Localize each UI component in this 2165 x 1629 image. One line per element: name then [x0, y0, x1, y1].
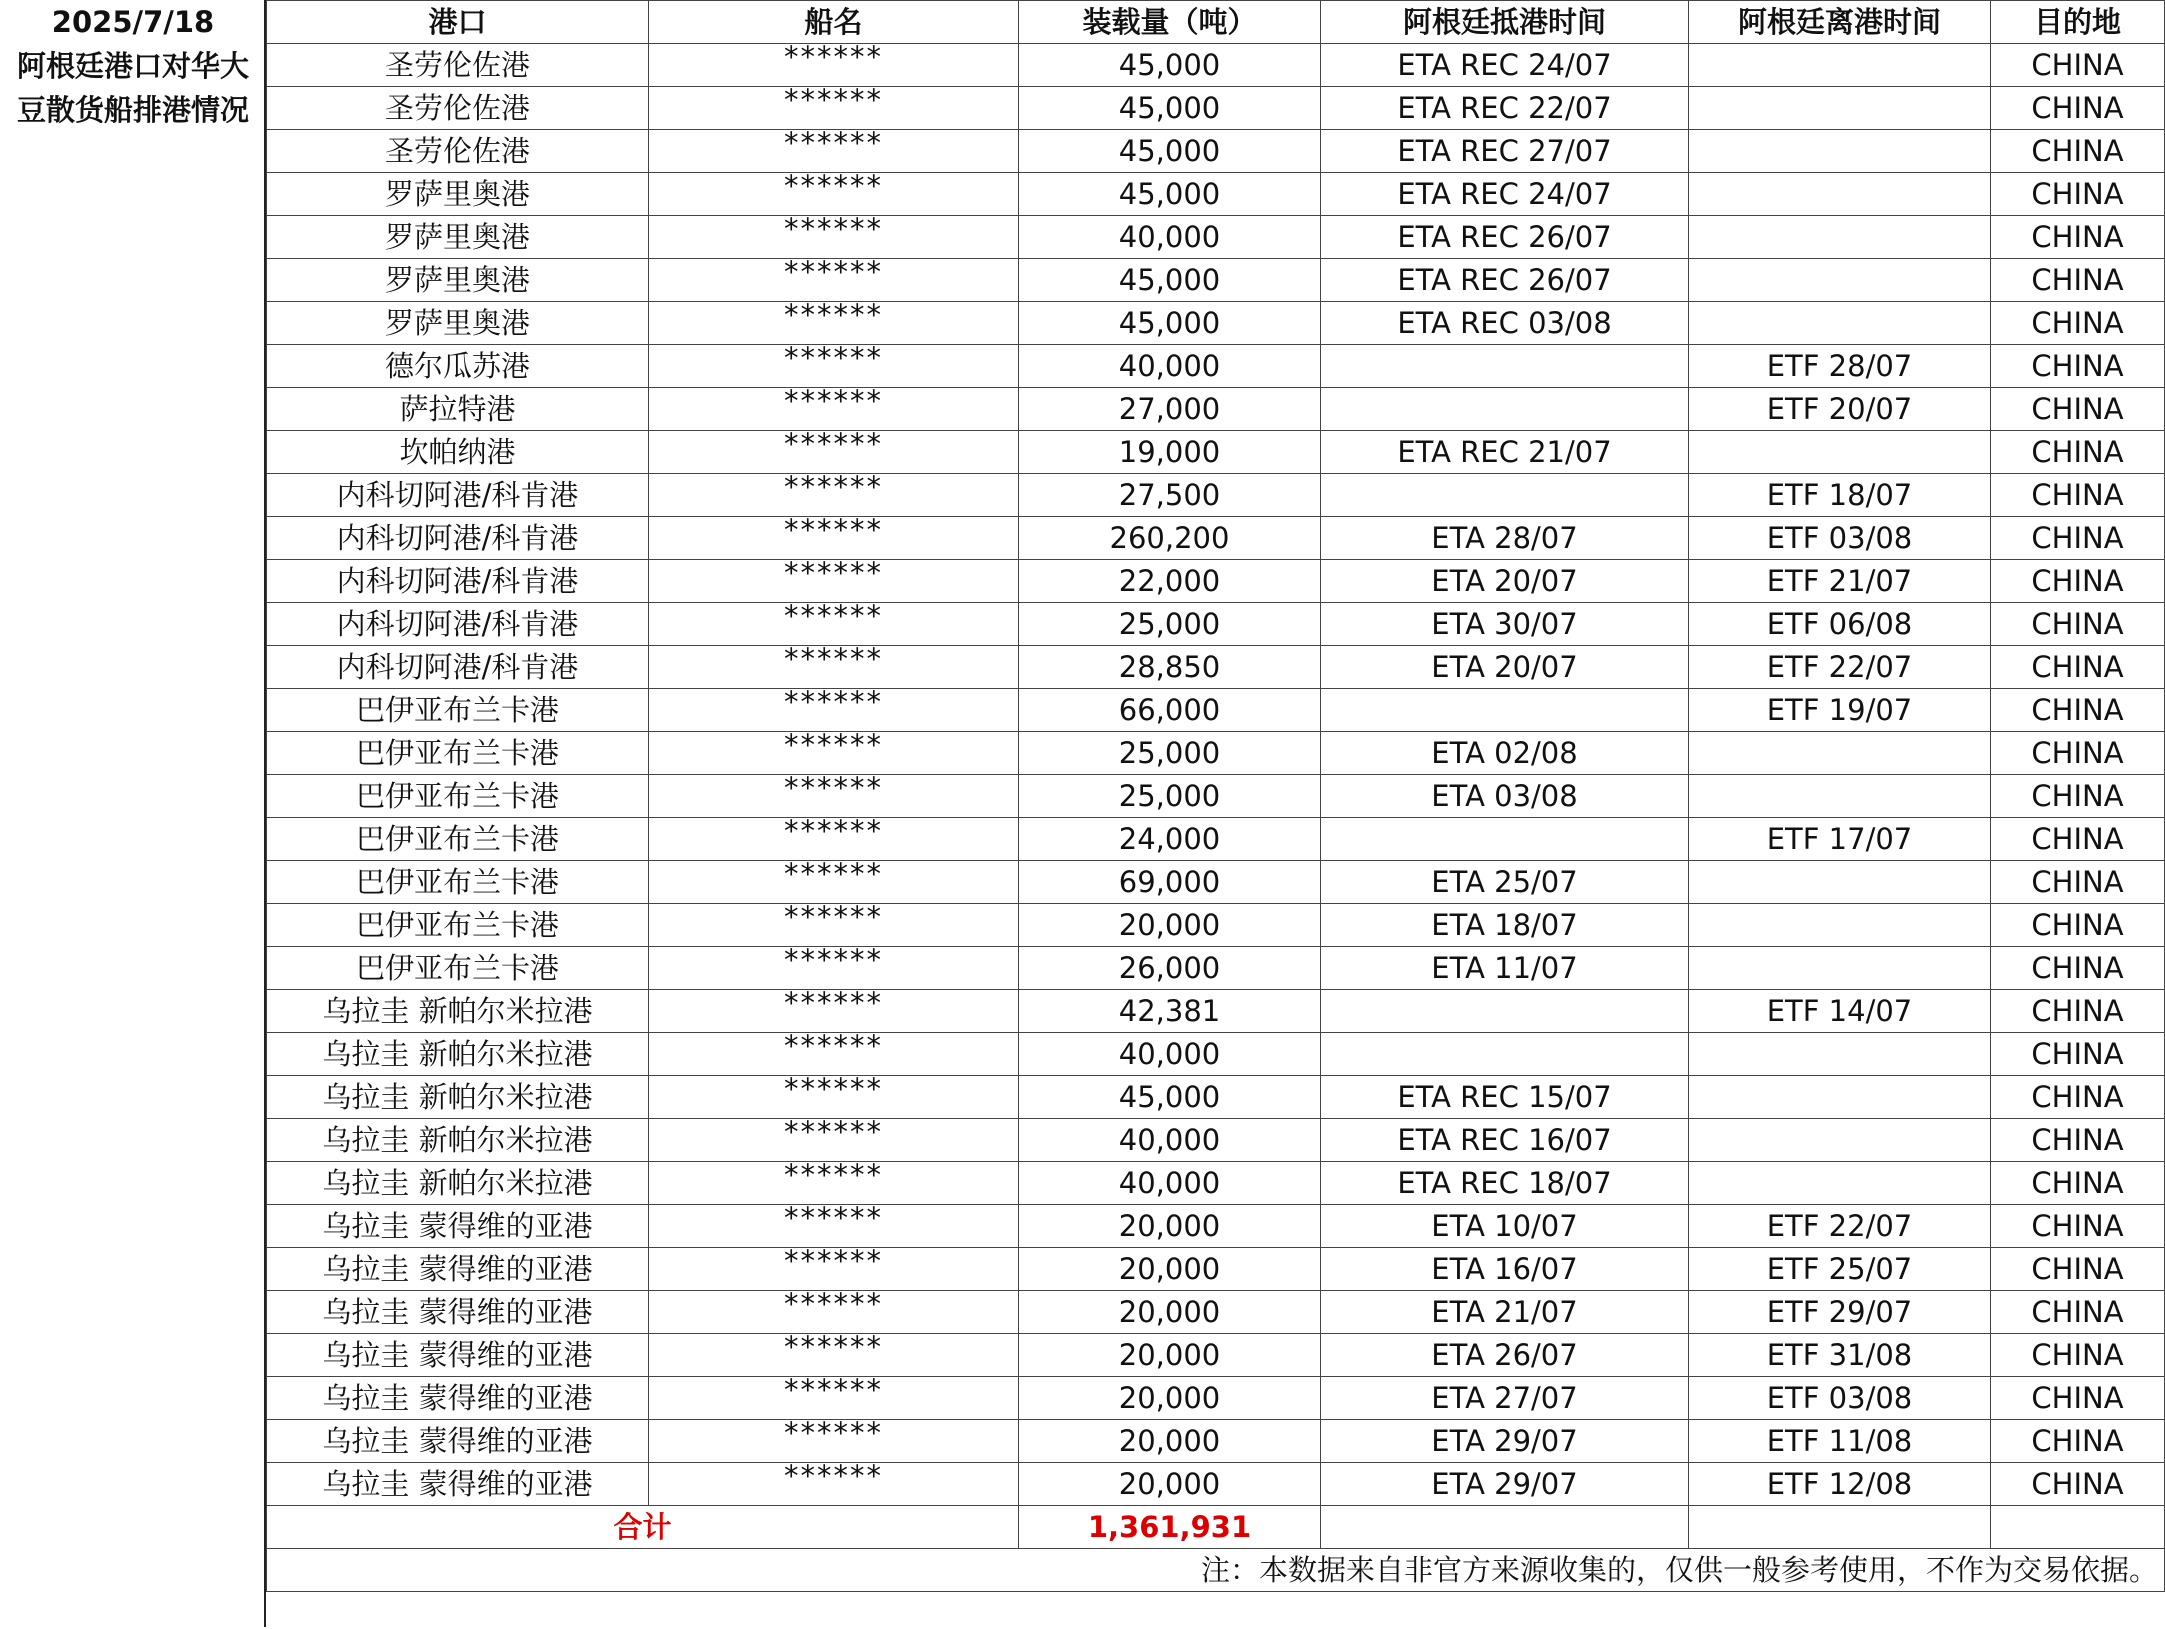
cell-port: 乌拉圭 蒙得维的亚港 — [267, 1291, 649, 1334]
cell-departure — [1689, 1076, 1991, 1119]
cell-tonnage: 24,000 — [1019, 818, 1321, 861]
cell-arrival: ETA 29/07 — [1321, 1463, 1689, 1506]
cell-destination: CHINA — [1991, 990, 2165, 1033]
header-arrival: 阿根廷抵港时间 — [1321, 1, 1689, 44]
cell-destination: CHINA — [1991, 1334, 2165, 1377]
table-row — [267, 87, 2165, 130]
cell-arrival: ETA 18/07 — [1321, 904, 1689, 947]
cell-port: 乌拉圭 蒙得维的亚港 — [267, 1420, 649, 1463]
cell-arrival: ETA 11/07 — [1321, 947, 1689, 990]
cell-port: 乌拉圭 蒙得维的亚港 — [267, 1377, 649, 1420]
table-row — [267, 646, 2165, 689]
cell-tonnage: 40,000 — [1019, 1033, 1321, 1076]
cell-destination: CHINA — [1991, 474, 2165, 517]
cell-tonnage: 26,000 — [1019, 947, 1321, 990]
cell-destination: CHINA — [1991, 1420, 2165, 1463]
cell-port: 巴伊亚布兰卡港 — [267, 818, 649, 861]
cell-ship-name: ****** — [649, 775, 1019, 818]
cell-arrival: ETA REC 26/07 — [1321, 216, 1689, 259]
header-row — [267, 1, 2165, 44]
total-row — [267, 1506, 2165, 1549]
total-empty — [1689, 1506, 1991, 1549]
cell-arrival: ETA 02/08 — [1321, 732, 1689, 775]
cell-port: 内科切阿港/科肯港 — [267, 474, 649, 517]
cell-arrival: ETA REC 21/07 — [1321, 431, 1689, 474]
cell-departure — [1689, 302, 1991, 345]
cell-tonnage: 45,000 — [1019, 1076, 1321, 1119]
cell-destination: CHINA — [1991, 1119, 2165, 1162]
cell-departure: ETF 06/08 — [1689, 603, 1991, 646]
cell-tonnage: 40,000 — [1019, 345, 1321, 388]
cell-departure — [1689, 87, 1991, 130]
cell-ship-name: ****** — [649, 87, 1019, 130]
cell-tonnage: 27,000 — [1019, 388, 1321, 431]
cell-arrival — [1321, 990, 1689, 1033]
report-title — [4, 44, 262, 132]
cell-departure: ETF 29/07 — [1689, 1291, 1991, 1334]
total-empty — [1321, 1506, 1689, 1549]
cell-ship-name: ****** — [649, 1033, 1019, 1076]
header-port: 港口 — [267, 1, 649, 44]
cell-destination: CHINA — [1991, 689, 2165, 732]
cell-ship-name: ****** — [649, 947, 1019, 990]
cell-tonnage: 22,000 — [1019, 560, 1321, 603]
cell-port: 乌拉圭 蒙得维的亚港 — [267, 1205, 649, 1248]
cell-destination: CHINA — [1991, 947, 2165, 990]
cell-arrival: ETA 03/08 — [1321, 775, 1689, 818]
cell-destination: CHINA — [1991, 345, 2165, 388]
cell-arrival — [1321, 689, 1689, 732]
cell-arrival — [1321, 474, 1689, 517]
cell-arrival: ETA REC 22/07 — [1321, 87, 1689, 130]
cell-destination: CHINA — [1991, 1205, 2165, 1248]
cell-ship-name: ****** — [649, 1205, 1019, 1248]
cell-destination: CHINA — [1991, 130, 2165, 173]
cell-port: 巴伊亚布兰卡港 — [267, 689, 649, 732]
table-row — [267, 1420, 2165, 1463]
cell-destination: CHINA — [1991, 1076, 2165, 1119]
total-empty — [1991, 1506, 2165, 1549]
cell-tonnage: 20,000 — [1019, 1205, 1321, 1248]
cell-destination: CHINA — [1991, 603, 2165, 646]
cell-arrival: ETA REC 18/07 — [1321, 1162, 1689, 1205]
cell-tonnage: 69,000 — [1019, 861, 1321, 904]
cell-tonnage: 20,000 — [1019, 1420, 1321, 1463]
cell-departure: ETF 22/07 — [1689, 646, 1991, 689]
cell-port: 巴伊亚布兰卡港 — [267, 732, 649, 775]
cell-ship-name: ****** — [649, 130, 1019, 173]
cell-tonnage: 20,000 — [1019, 1463, 1321, 1506]
cell-departure: ETF 25/07 — [1689, 1248, 1991, 1291]
cell-arrival: ETA REC 26/07 — [1321, 259, 1689, 302]
table-row — [267, 947, 2165, 990]
cell-destination: CHINA — [1991, 216, 2165, 259]
cell-tonnage: 20,000 — [1019, 1291, 1321, 1334]
cell-ship-name: ****** — [649, 818, 1019, 861]
cell-arrival: ETA 20/07 — [1321, 560, 1689, 603]
cell-destination: CHINA — [1991, 87, 2165, 130]
cell-ship-name: ****** — [649, 44, 1019, 87]
cell-tonnage: 20,000 — [1019, 904, 1321, 947]
cell-port: 罗萨里奥港 — [267, 302, 649, 345]
cell-port: 乌拉圭 蒙得维的亚港 — [267, 1334, 649, 1377]
table-row — [267, 775, 2165, 818]
cell-ship-name: ****** — [649, 560, 1019, 603]
table-row — [267, 861, 2165, 904]
cell-ship-name: ****** — [649, 1162, 1019, 1205]
cell-arrival: ETA 30/07 — [1321, 603, 1689, 646]
table-row — [267, 818, 2165, 861]
cell-tonnage: 45,000 — [1019, 44, 1321, 87]
cell-port: 巴伊亚布兰卡港 — [267, 947, 649, 990]
cell-tonnage: 45,000 — [1019, 302, 1321, 345]
table-row — [267, 1291, 2165, 1334]
cell-arrival: ETA REC 16/07 — [1321, 1119, 1689, 1162]
cell-destination: CHINA — [1991, 1033, 2165, 1076]
cell-ship-name: ****** — [649, 173, 1019, 216]
cell-arrival: ETA 28/07 — [1321, 517, 1689, 560]
cell-ship-name: ****** — [649, 1334, 1019, 1377]
cell-port: 乌拉圭 新帕尔米拉港 — [267, 1119, 649, 1162]
cell-departure: ETF 21/07 — [1689, 560, 1991, 603]
cell-port: 乌拉圭 新帕尔米拉港 — [267, 1076, 649, 1119]
note-row — [267, 1549, 2165, 1592]
table-row — [267, 345, 2165, 388]
cell-port: 罗萨里奥港 — [267, 216, 649, 259]
cell-tonnage: 28,850 — [1019, 646, 1321, 689]
cell-ship-name: ****** — [649, 302, 1019, 345]
cell-tonnage: 260,200 — [1019, 517, 1321, 560]
cell-departure — [1689, 1033, 1991, 1076]
header-destination: 目的地 — [1991, 1, 2165, 44]
cell-arrival: ETA REC 27/07 — [1321, 130, 1689, 173]
cell-destination: CHINA — [1991, 388, 2165, 431]
cell-tonnage: 40,000 — [1019, 1162, 1321, 1205]
cell-port: 圣劳伦佐港 — [267, 44, 649, 87]
table-row — [267, 1205, 2165, 1248]
table-row — [267, 388, 2165, 431]
cell-destination: CHINA — [1991, 646, 2165, 689]
table-row — [267, 1463, 2165, 1506]
cell-ship-name: ****** — [649, 1463, 1019, 1506]
cell-port: 巴伊亚布兰卡港 — [267, 904, 649, 947]
cell-tonnage: 66,000 — [1019, 689, 1321, 732]
header-departure: 阿根廷离港时间 — [1689, 1, 1991, 44]
cell-departure — [1689, 904, 1991, 947]
cell-destination: CHINA — [1991, 775, 2165, 818]
cell-arrival: ETA 26/07 — [1321, 1334, 1689, 1377]
cell-ship-name: ****** — [649, 904, 1019, 947]
cell-departure — [1689, 259, 1991, 302]
report-title-line2: 豆散货船排港情况 — [16, 93, 249, 127]
table-row — [267, 517, 2165, 560]
table-row — [267, 1334, 2165, 1377]
cell-port: 巴伊亚布兰卡港 — [267, 861, 649, 904]
cell-departure: ETF 14/07 — [1689, 990, 1991, 1033]
cell-port: 萨拉特港 — [267, 388, 649, 431]
cell-destination: CHINA — [1991, 1162, 2165, 1205]
cell-port: 乌拉圭 新帕尔米拉港 — [267, 1162, 649, 1205]
cell-departure — [1689, 431, 1991, 474]
cell-ship-name: ****** — [649, 646, 1019, 689]
table-row — [267, 474, 2165, 517]
cell-departure: ETF 03/08 — [1689, 1377, 1991, 1420]
cell-departure — [1689, 861, 1991, 904]
cell-departure — [1689, 1119, 1991, 1162]
cell-ship-name: ****** — [649, 1119, 1019, 1162]
cell-ship-name: ****** — [649, 1420, 1019, 1463]
cell-arrival — [1321, 818, 1689, 861]
cell-ship-name: ****** — [649, 216, 1019, 259]
cell-tonnage: 25,000 — [1019, 775, 1321, 818]
cell-destination: CHINA — [1991, 259, 2165, 302]
table-row — [267, 173, 2165, 216]
table-row — [267, 1248, 2165, 1291]
cell-tonnage: 40,000 — [1019, 1119, 1321, 1162]
cell-destination: CHINA — [1991, 431, 2165, 474]
cell-port: 内科切阿港/科肯港 — [267, 646, 649, 689]
cell-port: 圣劳伦佐港 — [267, 130, 649, 173]
cell-arrival: ETA REC 24/07 — [1321, 44, 1689, 87]
cell-departure: ETF 22/07 — [1689, 1205, 1991, 1248]
table-row — [267, 904, 2165, 947]
cell-arrival — [1321, 388, 1689, 431]
cell-destination: CHINA — [1991, 1248, 2165, 1291]
cell-destination: CHINA — [1991, 861, 2165, 904]
cell-departure — [1689, 1162, 1991, 1205]
cell-tonnage: 19,000 — [1019, 431, 1321, 474]
table-row — [267, 603, 2165, 646]
table-row — [267, 130, 2165, 173]
table-row — [267, 302, 2165, 345]
cell-port: 乌拉圭 新帕尔米拉港 — [267, 1033, 649, 1076]
cell-departure — [1689, 130, 1991, 173]
cell-destination: CHINA — [1991, 173, 2165, 216]
cell-ship-name: ****** — [649, 1076, 1019, 1119]
cell-port: 乌拉圭 蒙得维的亚港 — [267, 1248, 649, 1291]
report-title-line1: 阿根廷港口对华大 — [16, 49, 249, 83]
total-label: 合计 — [267, 1506, 1019, 1549]
cell-port: 乌拉圭 蒙得维的亚港 — [267, 1463, 649, 1506]
cell-departure: ETF 17/07 — [1689, 818, 1991, 861]
report-date: 2025/7/18 — [51, 5, 215, 39]
cell-departure: ETF 31/08 — [1689, 1334, 1991, 1377]
cell-destination: CHINA — [1991, 517, 2165, 560]
cell-departure: ETF 28/07 — [1689, 345, 1991, 388]
cell-tonnage: 45,000 — [1019, 130, 1321, 173]
cell-arrival: ETA 27/07 — [1321, 1377, 1689, 1420]
cell-departure — [1689, 216, 1991, 259]
cell-tonnage: 20,000 — [1019, 1334, 1321, 1377]
cell-port: 罗萨里奥港 — [267, 173, 649, 216]
cell-tonnage: 45,000 — [1019, 173, 1321, 216]
cell-ship-name: ****** — [649, 474, 1019, 517]
table-row — [267, 1377, 2165, 1420]
table-row — [267, 44, 2165, 87]
cell-port: 内科切阿港/科肯港 — [267, 560, 649, 603]
cell-port: 德尔瓜苏港 — [267, 345, 649, 388]
cell-departure — [1689, 775, 1991, 818]
cell-arrival: ETA 25/07 — [1321, 861, 1689, 904]
cell-ship-name: ****** — [649, 259, 1019, 302]
cell-port: 坎帕纳港 — [267, 431, 649, 474]
cell-tonnage: 45,000 — [1019, 87, 1321, 130]
cell-tonnage: 25,000 — [1019, 732, 1321, 775]
cell-departure: ETF 19/07 — [1689, 689, 1991, 732]
table-row — [267, 689, 2165, 732]
cell-port: 巴伊亚布兰卡港 — [267, 775, 649, 818]
cell-tonnage: 20,000 — [1019, 1377, 1321, 1420]
cell-departure — [1689, 44, 1991, 87]
cell-arrival: ETA 20/07 — [1321, 646, 1689, 689]
cell-ship-name: ****** — [649, 689, 1019, 732]
table-row — [267, 431, 2165, 474]
cell-port: 罗萨里奥港 — [267, 259, 649, 302]
cell-destination: CHINA — [1991, 1377, 2165, 1420]
cell-ship-name: ****** — [649, 1291, 1019, 1334]
cell-ship-name: ****** — [649, 1377, 1019, 1420]
cell-tonnage: 42,381 — [1019, 990, 1321, 1033]
cell-arrival: ETA REC 24/07 — [1321, 173, 1689, 216]
cell-ship-name: ****** — [649, 861, 1019, 904]
cell-departure: ETF 20/07 — [1689, 388, 1991, 431]
table-row — [267, 990, 2165, 1033]
cell-destination: CHINA — [1991, 1291, 2165, 1334]
cell-departure: ETF 12/08 — [1689, 1463, 1991, 1506]
cell-port: 乌拉圭 新帕尔米拉港 — [267, 990, 649, 1033]
cell-ship-name: ****** — [649, 517, 1019, 560]
report-sidebar — [0, 0, 266, 1627]
header-tonnage: 装载量（吨） — [1019, 1, 1321, 44]
cell-ship-name: ****** — [649, 732, 1019, 775]
cell-ship-name: ****** — [649, 603, 1019, 646]
cell-tonnage: 20,000 — [1019, 1248, 1321, 1291]
table-row — [267, 259, 2165, 302]
cell-port: 内科切阿港/科肯港 — [267, 517, 649, 560]
table-row — [267, 732, 2165, 775]
cell-tonnage: 27,500 — [1019, 474, 1321, 517]
cell-port: 圣劳伦佐港 — [267, 87, 649, 130]
table-row — [267, 216, 2165, 259]
cell-departure — [1689, 732, 1991, 775]
cell-ship-name: ****** — [649, 388, 1019, 431]
cell-destination: CHINA — [1991, 44, 2165, 87]
cell-departure: ETF 18/07 — [1689, 474, 1991, 517]
cell-arrival — [1321, 345, 1689, 388]
cell-destination: CHINA — [1991, 818, 2165, 861]
table-row — [267, 1162, 2165, 1205]
cell-tonnage: 40,000 — [1019, 216, 1321, 259]
ship-lineup-table — [266, 0, 2165, 1592]
table-row — [267, 1076, 2165, 1119]
header-ship-name: 船名 — [649, 1, 1019, 44]
cell-arrival: ETA 21/07 — [1321, 1291, 1689, 1334]
cell-port: 内科切阿港/科肯港 — [267, 603, 649, 646]
cell-destination: CHINA — [1991, 732, 2165, 775]
table-row — [267, 1119, 2165, 1162]
cell-ship-name: ****** — [649, 1248, 1019, 1291]
cell-departure — [1689, 947, 1991, 990]
cell-destination: CHINA — [1991, 1463, 2165, 1506]
cell-ship-name: ****** — [649, 990, 1019, 1033]
cell-arrival: ETA REC 03/08 — [1321, 302, 1689, 345]
cell-arrival: ETA 10/07 — [1321, 1205, 1689, 1248]
cell-departure — [1689, 173, 1991, 216]
cell-tonnage: 25,000 — [1019, 603, 1321, 646]
cell-departure: ETF 11/08 — [1689, 1420, 1991, 1463]
disclaimer-note: 注：本数据来自非官方来源收集的，仅供一般参考使用，不作为交易依据。 — [267, 1549, 2165, 1592]
cell-ship-name: ****** — [649, 431, 1019, 474]
table-row — [267, 1033, 2165, 1076]
cell-arrival: ETA 29/07 — [1321, 1420, 1689, 1463]
cell-departure: ETF 03/08 — [1689, 517, 1991, 560]
cell-ship-name: ****** — [649, 345, 1019, 388]
table-row — [267, 560, 2165, 603]
cell-destination: CHINA — [1991, 302, 2165, 345]
cell-arrival — [1321, 1033, 1689, 1076]
cell-destination: CHINA — [1991, 904, 2165, 947]
cell-arrival: ETA 16/07 — [1321, 1248, 1689, 1291]
cell-arrival: ETA REC 15/07 — [1321, 1076, 1689, 1119]
table-body — [267, 44, 2165, 1506]
cell-tonnage: 45,000 — [1019, 259, 1321, 302]
total-value: 1,361,931 — [1019, 1506, 1321, 1549]
cell-destination: CHINA — [1991, 560, 2165, 603]
